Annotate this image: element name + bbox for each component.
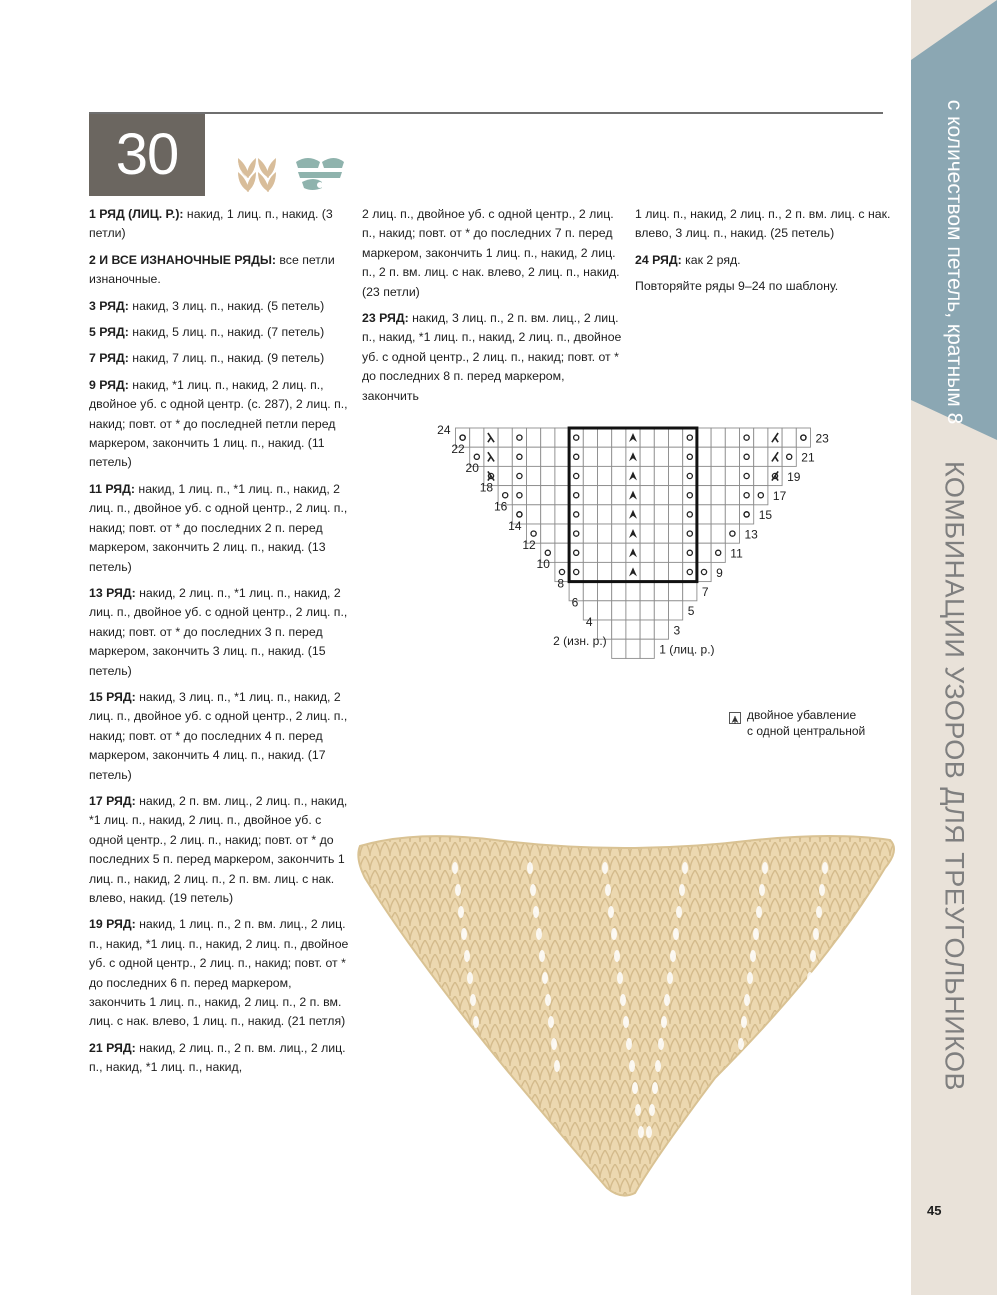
eyelet-hole (461, 928, 467, 940)
eyelet-hole (676, 906, 682, 918)
chart-cell (626, 639, 640, 658)
chart-cell (626, 620, 640, 639)
chart-cell (754, 486, 768, 505)
chart-row-label-right: 11 (730, 546, 743, 561)
chart-cell (555, 428, 569, 447)
chart-cell (697, 486, 711, 505)
chart-cell (654, 582, 668, 601)
lace-eyelet-icon (296, 158, 344, 190)
eyelet-hole (545, 994, 551, 1006)
eyelet-hole (527, 862, 533, 874)
chart-cell (697, 428, 711, 447)
chart-cell (512, 486, 526, 505)
eyelet-hole (649, 1104, 655, 1116)
eyelet-hole (470, 994, 476, 1006)
chart-cell (640, 486, 654, 505)
chart-row-label-right: 13 (744, 527, 758, 542)
chart-cell (612, 562, 626, 581)
chart-cell (654, 601, 668, 620)
eyelet-hole (741, 1016, 747, 1028)
eyelet-hole (661, 1016, 667, 1028)
row-7: 7 РЯД: накид, 7 лиц. п., накид. (9 петель) (89, 351, 325, 366)
chart-cell (725, 428, 739, 447)
chart-cell (669, 524, 683, 543)
pattern-number: 30 (89, 114, 205, 196)
eyelet-hole (617, 972, 623, 984)
chart-cell (583, 447, 597, 466)
row-17: 17 РЯД: накид, 2 п. вм. лиц., 2 лиц. п., накид, *1 лиц. п., накид, 2 лиц. п., двойное уб. с одной центр., 2 лиц. п., накид; повт. от * до последних 5 п. перед маркером, закончить 1 лиц. п., накид, 2 лиц. п., 2 п. вм. лиц. с нак. влево, накид. (19 петель) (89, 793, 348, 905)
eyelet-hole (554, 1060, 560, 1072)
chart-row-label-right: 1 (лиц. р.) (659, 642, 715, 657)
chart-row-label-left: 6 (571, 595, 579, 610)
chart-cell (555, 524, 569, 543)
chart-row-17 (498, 486, 768, 505)
chart-cell (683, 428, 697, 447)
eyelet-hole (455, 884, 461, 896)
chart-cell (669, 447, 683, 466)
chart-cell (697, 447, 711, 466)
chart-cell (598, 447, 612, 466)
chart-cell (654, 447, 668, 466)
chart-cell (640, 562, 654, 581)
chart-cell (640, 543, 654, 562)
chart-cell (669, 466, 683, 485)
chart-row-label-right: 21 (801, 450, 815, 465)
chart-cell (612, 428, 626, 447)
chart-cell (683, 486, 697, 505)
chart-row-15 (512, 505, 753, 524)
chart-cell (654, 620, 668, 639)
chart-row-label-left: 12 (522, 537, 536, 552)
eyelet-hole (682, 862, 688, 874)
chart-cell (683, 562, 697, 581)
chart-cell (598, 582, 612, 601)
chart-cell (612, 524, 626, 543)
chart-row-3 (598, 620, 669, 639)
chart-cell (697, 505, 711, 524)
eyelet-hole (744, 994, 750, 1006)
eyelet-hole (473, 1016, 479, 1028)
eyelet-hole (679, 884, 685, 896)
page-number: 45 (927, 1203, 942, 1218)
chart-cell (711, 447, 725, 466)
chart-row-label-left: 16 (493, 499, 508, 514)
chart-cell (683, 582, 697, 601)
chart-cell (512, 447, 526, 466)
chart-cell (640, 466, 654, 485)
chart-cell (796, 428, 810, 447)
row-13: 13 РЯД: накид, 2 лиц. п., *1 лиц. п., накид, 2 лиц. п., двойное уб. с одной центр., 2 лиц. п., накид; повт. от * до последних 3 п. перед маркером, закончить 3 лиц. п., накид. (15 петель) (89, 585, 348, 678)
eyelet-hole (638, 1126, 644, 1138)
instructions-column-2 (362, 205, 624, 413)
chart-cell (640, 620, 654, 639)
row-5: 5 РЯД: накид, 5 лиц. п., накид. (7 петель) (89, 325, 325, 340)
chart-cell (498, 447, 512, 466)
chart-cell (683, 543, 697, 562)
eyelet-hole (658, 1038, 664, 1050)
instructions-column-3 (635, 205, 897, 304)
chart-cell (669, 562, 683, 581)
eyelet-hole (548, 1016, 554, 1028)
chart-cell (640, 447, 654, 466)
chart-row-label-right: 23 (815, 431, 829, 446)
eyelet-hole (655, 1060, 661, 1072)
chart-cell (711, 524, 725, 543)
chart-cell (541, 428, 555, 447)
chart-row-label-left: 10 (536, 557, 550, 572)
eyelet-hole (750, 950, 756, 962)
chart-row-19 (484, 466, 782, 485)
chart-cell (598, 543, 612, 562)
chart-cell (669, 582, 683, 601)
chart-cell (669, 543, 683, 562)
chart-row-label-right: 5 (687, 604, 695, 619)
chart-cell (711, 486, 725, 505)
chart-cell (598, 524, 612, 543)
chart-cell (598, 601, 612, 620)
chart-cell (754, 466, 768, 485)
chart-cell (512, 428, 526, 447)
chart-cell (640, 639, 654, 658)
eyelet-hole (813, 928, 819, 940)
chart-cell (697, 562, 711, 581)
eyelet-hole (533, 906, 539, 918)
chart-row-label-left: 20 (465, 461, 479, 476)
eyelet-hole (753, 928, 759, 940)
chart-row-1 (612, 639, 655, 658)
chart-cell (711, 466, 725, 485)
eyelet-hole (670, 950, 676, 962)
knitted-shawl-photo (355, 828, 900, 1208)
chart-cell (697, 524, 711, 543)
chart-cell (527, 428, 541, 447)
chart-cell (527, 447, 541, 466)
chart-cell (740, 466, 754, 485)
chart-cell (640, 601, 654, 620)
chart-cell (598, 466, 612, 485)
chart-cell (583, 543, 597, 562)
chart-cell (569, 486, 583, 505)
row-21-cont: 2 лиц. п., двойное уб. с одной центр., 2 лиц. п., накид; повт. от * до последних 7 п. перед маркером, закончить 1 лиц. п., накид, 2 лиц. п., 2 п. вм. лиц. с нак. влево, 2 лиц. п., накид. (23 петли) (362, 207, 620, 299)
chart-cell (626, 582, 640, 601)
chart-cell (669, 486, 683, 505)
chart-cell (569, 562, 583, 581)
double-decrease-symbol-icon (729, 712, 741, 724)
eyelet-hole (623, 1016, 629, 1028)
chart-cell (725, 466, 739, 485)
eyelet-hole (629, 1060, 635, 1072)
eyelet-hole (759, 884, 765, 896)
chart-cell (470, 428, 484, 447)
chart-row-7 (569, 582, 697, 601)
chart-cell (569, 505, 583, 524)
chart-row-23 (456, 428, 811, 447)
chart-cell (555, 543, 569, 562)
chart-cell (612, 639, 626, 658)
eyelet-hole (747, 972, 753, 984)
chart-row-label-left: 24 (437, 422, 451, 437)
row-19: 19 РЯД: накид, 1 лиц. п., 2 п. вм. лиц., 2 лиц. п., накид, *1 лиц. п., накид, 2 лиц. п., двойное уб. с одной центр., 2 лиц. п., накид; повт. от * до последних 6 п. перед маркером, закончить 1 лиц. п., накид, 2 лиц. п., 2 п. вм. лиц. с нак. влево, 1 лиц. п., накид. (21 петля) (89, 917, 349, 1029)
chart-row-label-left: 14 (508, 518, 522, 533)
chart-cell (583, 505, 597, 524)
chart-cell (541, 505, 555, 524)
chart-cell (512, 466, 526, 485)
top-rule (89, 112, 883, 114)
row-15: 15 РЯД: накид, 3 лиц. п., *1 лиц. п., накид, 2 лиц. п., двойное уб. с одной центр., 2 лиц. п., накид; повт. от * до последних 4 п. перед маркером, закончить 4 лиц. п., накид. (17 петель) (89, 689, 348, 782)
chart-cell (569, 428, 583, 447)
chart-cell (598, 562, 612, 581)
eyelet-hole (608, 906, 614, 918)
chart-cell (654, 466, 668, 485)
chart-cell (740, 505, 754, 524)
chart-cell (541, 486, 555, 505)
chart-cell (498, 428, 512, 447)
eyelet-hole (807, 972, 813, 984)
row-21: 21 РЯД: накид, 2 лиц. п., 2 п. вм. лиц., 2 лиц. п., накид, *1 лиц. п., накид, (89, 1040, 346, 1075)
chart-cell (654, 505, 668, 524)
chart-cell (583, 466, 597, 485)
eyelet-hole (620, 994, 626, 1006)
chart-cell (654, 428, 668, 447)
eyelet-hole (646, 1126, 652, 1138)
chart-cell (612, 543, 626, 562)
eyelet-hole (539, 950, 545, 962)
chart-cell (725, 524, 739, 543)
side-tab-title: КОМБИНАЦИИ УЗОРОВ ДЛЯ ТРЕУГОЛЬНИКОВ (939, 460, 970, 1092)
chart-cell (583, 486, 597, 505)
chart-row-9 (555, 562, 711, 581)
chart-cell (725, 447, 739, 466)
chart-row-label-right: 7 (701, 585, 709, 599)
repeat-note: Повторяйте ряды 9–24 по шаблону. (635, 279, 839, 294)
chart-cell (555, 466, 569, 485)
row-2-wrong-side: 2 И ВСЕ ИЗНАНОЧНЫЕ РЯДЫ: все петли изнаночные. (89, 252, 335, 287)
chart-cell (555, 447, 569, 466)
chart-cell (498, 466, 512, 485)
chart-cell (711, 428, 725, 447)
chart-cell (711, 543, 725, 562)
row-24: 24 РЯД: как 2 ряд. (635, 252, 741, 267)
chart-cell (740, 447, 754, 466)
chart-cell (612, 447, 626, 466)
chart-row-13 (527, 524, 740, 543)
chart-cell (541, 466, 555, 485)
eyelet-hole (464, 950, 470, 962)
chart-row-label-right: 9 (716, 565, 723, 580)
chart-cell (612, 486, 626, 505)
chart-row-label-left: 2 (изн. р.) (553, 633, 607, 648)
chart-row-label-left: 18 (479, 480, 494, 495)
chart-cell (754, 428, 768, 447)
chart-cell (583, 524, 597, 543)
chart-cell (697, 466, 711, 485)
chart-cell (527, 466, 541, 485)
chart-cell (669, 505, 683, 524)
eyelet-hole (452, 862, 458, 874)
chart-cell (640, 582, 654, 601)
eyelet-hole (542, 972, 548, 984)
chart-row-label-right: 19 (787, 469, 801, 484)
chart-cell (740, 486, 754, 505)
chart-cell (612, 505, 626, 524)
eyelet-hole (673, 928, 679, 940)
eyelet-hole (667, 972, 673, 984)
chart-cell (782, 447, 796, 466)
chart-row-5 (583, 601, 682, 620)
chart-cell (669, 428, 683, 447)
chart-cell (555, 505, 569, 524)
eyelet-hole (626, 1038, 632, 1050)
chart-cell (612, 582, 626, 601)
chart-cell (754, 447, 768, 466)
chart-cell (598, 486, 612, 505)
chart-cell (569, 447, 583, 466)
chart-row-label-left: 22 (451, 441, 465, 456)
chart-cell (697, 543, 711, 562)
eyelet-hole (810, 950, 816, 962)
eyelet-hole (635, 1104, 641, 1116)
eyelet-hole (551, 1038, 557, 1050)
chart-cell (598, 428, 612, 447)
eyelet-hole (816, 906, 822, 918)
chart-cell (583, 428, 597, 447)
eyelet-hole (664, 994, 670, 1006)
eyelet-hole (602, 862, 608, 874)
row-23: 23 РЯД: накид, 3 лиц. п., 2 п. вм. лиц., 2 лиц. п., накид, *1 лиц. п., накид, 2 лиц. п., двойное уб. с одной центр., 2 лиц. п., накид; повт. от * до последних 8 п. перед маркером, закончить (362, 311, 622, 403)
chart-cell (711, 505, 725, 524)
eyelet-hole (458, 906, 464, 918)
chart-row-label-right: 15 (758, 508, 773, 523)
chart-cell (583, 582, 597, 601)
eyelet-hole (819, 884, 825, 896)
eyelet-hole (756, 906, 762, 918)
side-tab-subtitle: с количеством петель, кратным 8 (943, 99, 966, 425)
chart-cell (598, 505, 612, 524)
eyelet-hole (611, 928, 617, 940)
eyelet-hole (652, 1082, 658, 1094)
row-23-cont: 1 лиц. п., накид, 2 лиц. п., 2 п. вм. лиц. с нак. влево, 3 лиц. п., накид. (25 петель) (635, 207, 891, 241)
chart-cell (683, 447, 697, 466)
eyelet-hole (530, 884, 536, 896)
legend-text: двойное убавление с одной центральной (747, 708, 866, 738)
chart-cell (640, 505, 654, 524)
chart-cell (612, 620, 626, 639)
chart-cell (541, 447, 555, 466)
eyelet-hole (605, 884, 611, 896)
chart-cell (626, 601, 640, 620)
eyelet-hole (536, 928, 542, 940)
instructions-column-1 (89, 205, 351, 1085)
chart-cell (683, 524, 697, 543)
chart-cell (654, 562, 668, 581)
chart-cell (555, 486, 569, 505)
row-11: 11 РЯД: накид, 1 лиц. п., *1 лиц. п., накид, 2 лиц. п., двойное уб. с одной центр., 2 лиц. п., накид; повт. от * до последних 2 п. перед маркером, закончить 2 лиц. п., накид. (13 петель) (89, 481, 348, 574)
row-1: 1 РЯД (ЛИЦ. Р.): накид, 1 лиц. п., накид. (3 петли) (89, 207, 333, 241)
eyelet-hole (632, 1082, 638, 1094)
chart-cell (527, 505, 541, 524)
chart-cell (569, 466, 583, 485)
chart-cell (583, 562, 597, 581)
chart-cell (569, 543, 583, 562)
chart-cell (725, 486, 739, 505)
chart-cell (569, 524, 583, 543)
chart-cell (654, 524, 668, 543)
chart-cell (654, 543, 668, 562)
chart-cell (725, 505, 739, 524)
chart-cell (640, 428, 654, 447)
eyelet-hole (822, 862, 828, 874)
knit-stitch-icon (238, 158, 276, 192)
chart-cell (683, 466, 697, 485)
row-9: 9 РЯД: накид, *1 лиц. п., накид, 2 лиц. п., двойное уб. с одной центр. (с. 287), 2 лиц. п., накид; повт. от * до последней петли перед маркером, закончить 1 лиц. п., накид. (11 петель) (89, 377, 348, 470)
icon-group (236, 156, 346, 196)
chart-cell (740, 428, 754, 447)
chart-cell (612, 466, 626, 485)
chart-row-21 (470, 447, 797, 466)
chart-cell (612, 601, 626, 620)
chart-cell (654, 486, 668, 505)
chart-cell (640, 524, 654, 543)
eyelet-hole (467, 972, 473, 984)
chart-row-label-right: 17 (772, 489, 787, 503)
chart-row-label-right: 3 (673, 623, 681, 638)
row-3: 3 РЯД: накид, 3 лиц. п., накид. (5 петель) (89, 298, 325, 313)
eyelet-hole (738, 1038, 744, 1050)
eyelet-hole (614, 950, 620, 962)
chart-cell (683, 505, 697, 524)
chart-row-label-left: 4 (585, 614, 593, 629)
chart-cell (541, 524, 555, 543)
chart-cell (527, 486, 541, 505)
eyelet-hole (762, 862, 768, 874)
chart-cell (782, 428, 796, 447)
chart-row-label-left: 8 (557, 576, 565, 591)
chart-cell (669, 601, 683, 620)
